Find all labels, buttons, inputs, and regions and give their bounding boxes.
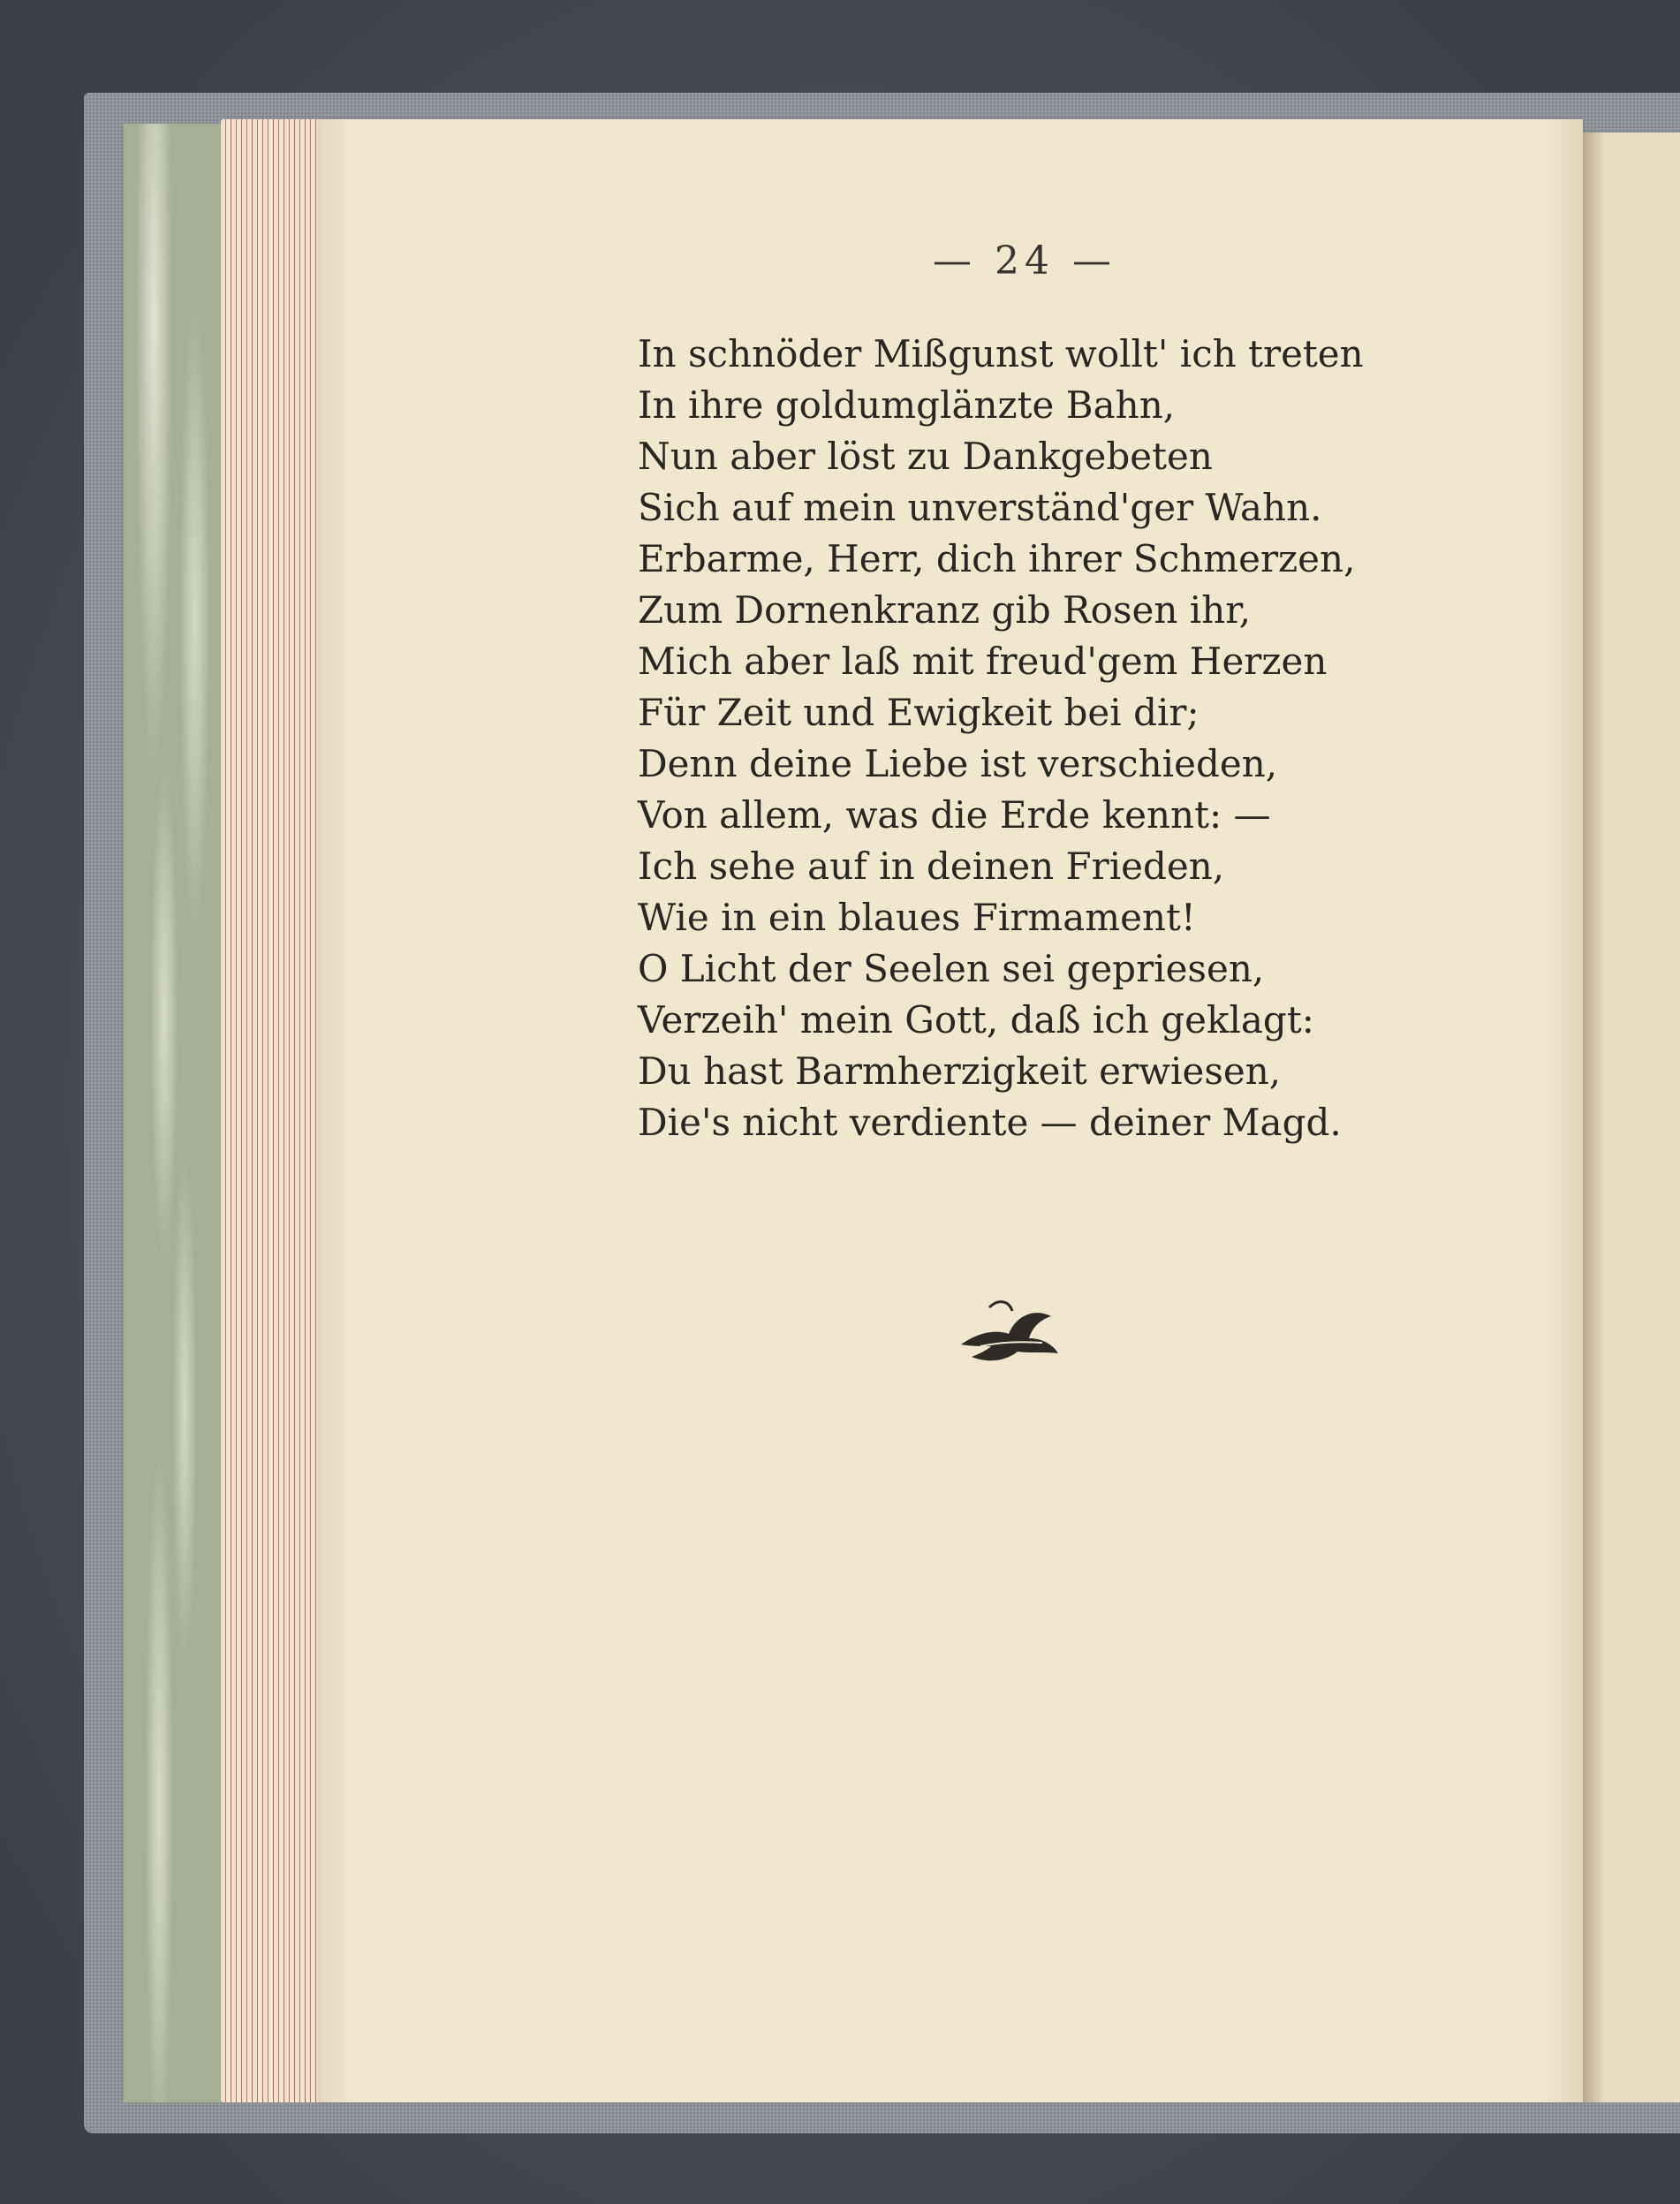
poem-line: Ich sehe auf in deinen Frieden, xyxy=(638,844,1225,888)
marbled-endpaper xyxy=(124,124,225,2102)
poem-line: Nun aber löst zu Dankgebeten xyxy=(638,435,1213,478)
page-number: — 24 — xyxy=(933,239,1116,284)
poem-line: Wie in ein blaues Firmament! xyxy=(638,896,1196,939)
poem-line: In schnöder Mißgunst wollt' ich treten xyxy=(638,332,1364,375)
leaf-ornament-icon xyxy=(954,1290,1060,1369)
poem-line: In ihre goldumglänzte Bahn, xyxy=(638,383,1176,427)
poem-line: Für Zeit und Ewigkeit bei dir; xyxy=(638,691,1199,734)
poem-line: Erbarme, Herr, dich ihrer Schmerzen, xyxy=(638,537,1356,580)
poem-line: Verzeih' mein Gott, daß ich geklagt: xyxy=(638,998,1314,1041)
poem-line: Von allem, was die Erde kennt: — xyxy=(638,793,1271,837)
facing-page-edge xyxy=(1583,133,1680,2102)
poem-line: Denn deine Liebe ist verschieden, xyxy=(638,742,1278,785)
poem-line: Mich aber laß mit freud'gem Herzen xyxy=(638,640,1328,683)
poem-line: Du hast Barmherzigkeit erwiesen, xyxy=(638,1049,1282,1093)
poem-line: O Licht der Seelen sei gepriesen, xyxy=(638,947,1265,990)
poem-line: Sich auf mein unverständ'ger Wahn. xyxy=(638,486,1322,529)
page-edges xyxy=(221,119,322,2102)
poem xyxy=(638,329,1433,1148)
poem-line: Zum Dornenkranz gib Rosen ihr, xyxy=(638,588,1252,632)
poem-line: Die's nicht verdiente — deiner Magd. xyxy=(638,1101,1342,1144)
